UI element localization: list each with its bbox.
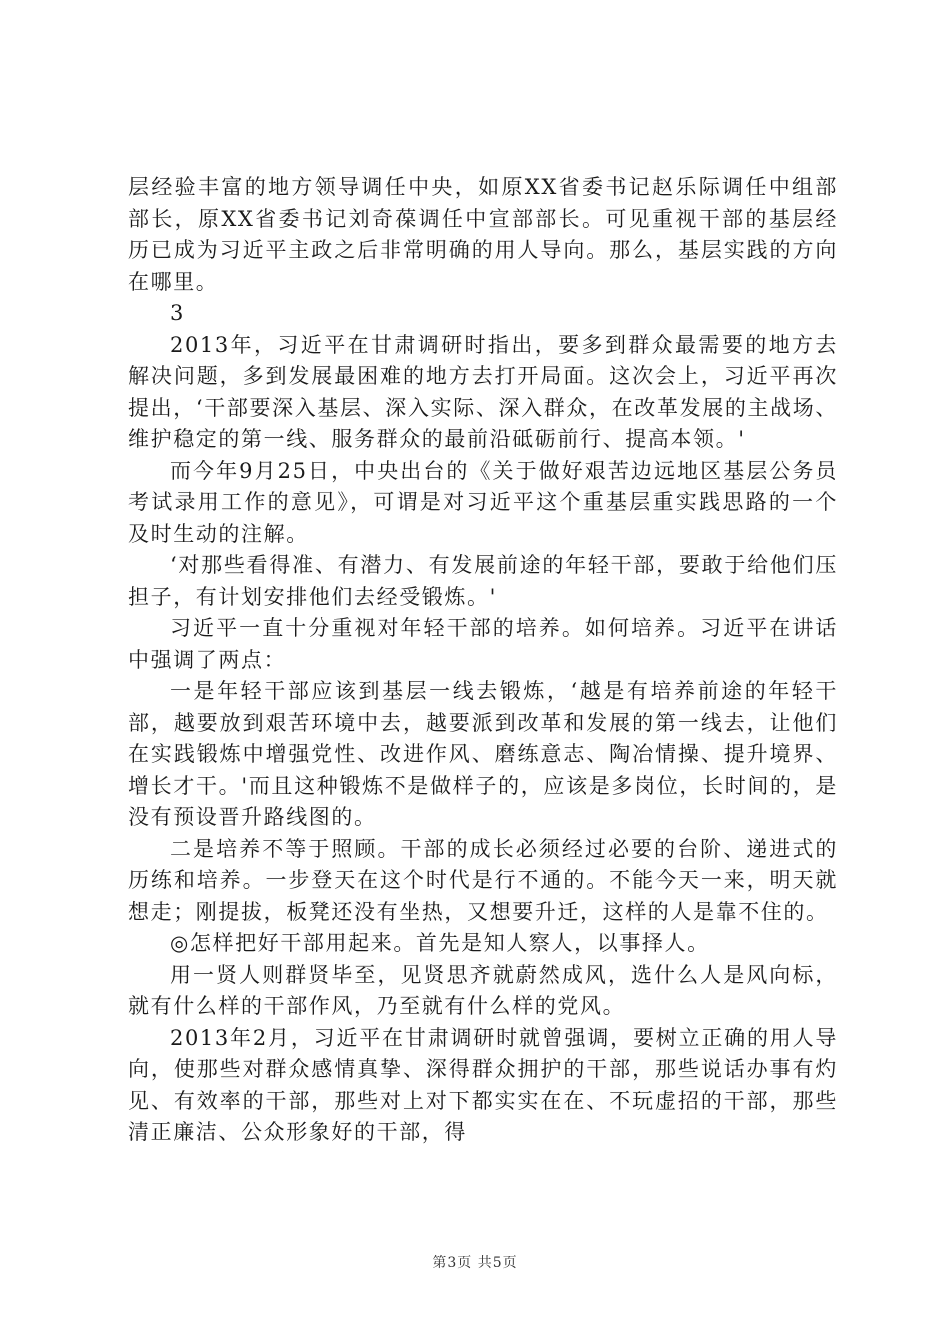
paragraph: ◎怎样把好干部用起来。首先是知人察人，以事择人。 (170, 931, 710, 955)
paragraph: 3 (170, 301, 185, 325)
page-footer: 第3页 共5页 (432, 1255, 518, 1271)
paragraph: 一是年轻干部应该到基层一线去锻炼，‘越是有培养前途的年轻干部，越要放到艰苦环境中去，越要派到改革和发展的第一线去，让他们在实践锻炼中增强党性、改进作风、磨练意志、陶冶情操、提升境界、增长才干。'而且这种锻炼不是做样子的，应该是多岗位，长时间的，是没有预设晋升路线图的。 (128, 679, 838, 829)
paragraph: 2013年2月，习近平在甘肃调研时就曾强调，要树立正确的用人导向，使那些对群众感情真挚、深得群众拥护的干部，那些说话办事有灼见、有效率的干部，那些对上对下都实实在在、不玩虚招的干部，那些清正廉洁、公众形象好的干部，得 (128, 1025, 838, 1144)
paragraph: 习近平一直十分重视对年轻干部的培养。如何培养。习近平在讲话中强调了两点： (128, 616, 838, 672)
paragraph: 二是培养不等于照顾。干部的成长必须经过必要的台阶、递进式的历练和培养。一步登天在这个时代是行不通的。不能今天一来，明天就想走；刚提拔，板凳还没有坐热，又想要升迁，这样的人是靠不住的。 (128, 836, 838, 924)
paragraph: ‘对那些看得准、有潜力、有发展前途的年轻干部，要敢于给他们压担子，有计划安排他们去经受锻炼。' (128, 553, 838, 609)
paragraph: 而今年9月25日，中央出台的《关于做好艰苦边远地区基层公务员考试录用工作的意见》，可谓是对习近平这个重基层重实践思路的一个及时生动的注解。 (128, 458, 838, 546)
document-body (128, 172, 838, 1149)
paragraph: 2013年，习近平在甘肃调研时指出，要多到群众最需要的地方去解决问题，多到发展最困难的地方去打开局面。这次会上，习近平再次提出，‘干部要深入基层、深入实际、深入群众，在改革发展的主战场、维护稳定的第一线、服务群众的最前沿砥砺前行、提高本领。' (128, 332, 838, 451)
paragraph: 用一贤人则群贤毕至，见贤思齐就蔚然成风，选什么人是风向标，就有什么样的干部作风，乃至就有什么样的党风。 (128, 962, 838, 1018)
paragraph: 层经验丰富的地方领导调任中央，如原XX省委书记赵乐际调任中组部部长，原XX省委书记刘奇葆调任中宣部部长。可见重视干部的基层经历已成为习近平主政之后非常明确的用人导向。那么，基层实践的方向在哪里。 (128, 175, 838, 294)
